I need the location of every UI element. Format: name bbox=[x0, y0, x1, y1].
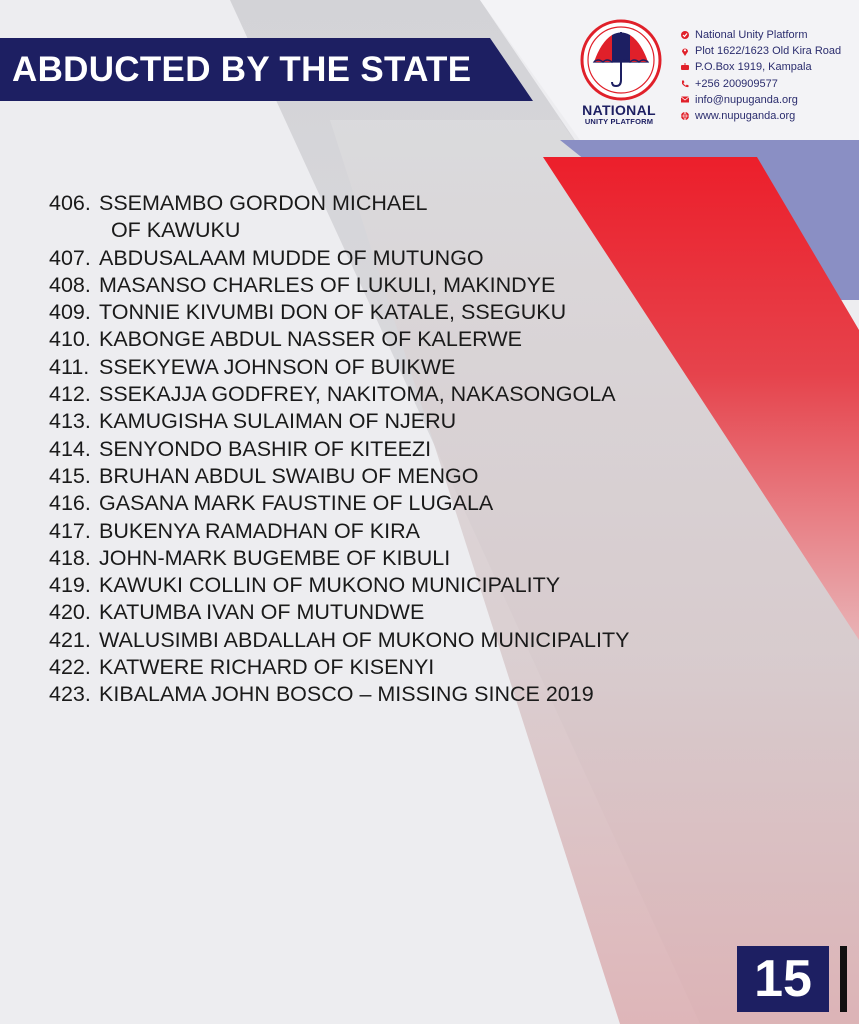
list-item bbox=[49, 681, 629, 708]
list-item-number: 417. bbox=[49, 518, 91, 543]
list-item bbox=[49, 299, 629, 326]
globe-icon bbox=[681, 112, 689, 120]
list-item-number bbox=[49, 217, 99, 244]
contact-phone-text: +256 200909577 bbox=[695, 77, 778, 90]
list-item-name: KAWUKI COLLIN OF MUKONO MUNICIPALITY bbox=[99, 573, 561, 598]
list-item bbox=[49, 627, 629, 654]
contact-organization-text: National Unity Platform bbox=[695, 29, 808, 41]
list-item-name: BUKENYA RAMADHAN OF KIRA bbox=[99, 518, 420, 543]
logo-wordmark bbox=[572, 103, 666, 126]
list-item-name: ABDUSALAAM MUDDE OF MUTUNGO bbox=[99, 245, 484, 270]
contact-address-text: Plot 1622/1623 Old Kira Road bbox=[695, 45, 842, 58]
list-item-number: 408. bbox=[49, 272, 91, 297]
list-item bbox=[49, 245, 629, 272]
list-item-name: SENYONDO BASHIR OF KITEEZI bbox=[99, 436, 432, 461]
phone-icon bbox=[681, 80, 689, 88]
list-item-number: 423. bbox=[49, 682, 91, 707]
list-item-name: MASANSO CHARLES OF LUKULI, MAKINDYE bbox=[99, 272, 556, 297]
list-item-name: KAMUGISHA SULAIMAN OF NJERU bbox=[99, 409, 457, 434]
list-item-number: 419. bbox=[49, 573, 91, 598]
list-item bbox=[49, 599, 629, 626]
list-item bbox=[49, 436, 629, 463]
check-badge-icon bbox=[681, 31, 689, 39]
list-item-name: KATWERE RICHARD OF KISENYI bbox=[99, 655, 435, 680]
contact-email-text: info@nupuganda.org bbox=[695, 93, 798, 106]
list-item-number: 421. bbox=[49, 627, 91, 652]
list-item-name: SSEMAMBO GORDON MICHAEL bbox=[99, 191, 428, 215]
list-item-number: 409. bbox=[49, 300, 91, 325]
list-item-number: 420. bbox=[49, 600, 91, 625]
list-item-number: 416. bbox=[49, 491, 91, 516]
list-item-name: SSEKYEWA JOHNSON OF BUIKWE bbox=[99, 354, 456, 379]
list-item bbox=[49, 354, 629, 381]
contact-organization bbox=[681, 27, 841, 43]
mailbox-icon bbox=[681, 63, 689, 71]
list-item-number: 418. bbox=[49, 545, 91, 570]
list-item-name: KIBALAMA JOHN BOSCO – MISSING SINCE 2019 bbox=[99, 682, 594, 707]
list-item bbox=[49, 217, 629, 244]
contact-address bbox=[681, 43, 841, 59]
page-number-bar bbox=[840, 946, 847, 1012]
list-item bbox=[49, 326, 629, 353]
list-item-name: GASANA MARK FAUSTINE OF LUGALA bbox=[99, 491, 494, 516]
list-item-name: TONNIE KIVUMBI DON OF KATALE, SSEGUKU bbox=[99, 300, 567, 325]
location-pin-icon bbox=[681, 47, 689, 55]
list-item bbox=[49, 654, 629, 681]
envelope-icon bbox=[681, 96, 689, 104]
list-item-number: 411. bbox=[49, 354, 90, 379]
page-number: 15 bbox=[737, 946, 829, 1012]
list-item-name: BRUHAN ABDUL SWAIBU OF MENGO bbox=[99, 463, 479, 488]
list-item-number: 422. bbox=[49, 655, 91, 680]
list-item bbox=[49, 572, 629, 599]
logo-line-national: NATIONAL bbox=[582, 102, 656, 118]
list-item-name: WALUSIMBI ABDALLAH OF MUKONO MUNICIPALITY bbox=[99, 627, 630, 652]
list-item bbox=[49, 381, 629, 408]
list-item bbox=[49, 408, 629, 435]
contact-po-box-text: P.O.Box 1919, Kampala bbox=[695, 61, 812, 74]
abductee-list bbox=[49, 190, 629, 709]
list-item-number: 410. bbox=[49, 327, 91, 352]
list-item-name: JOHN-MARK BUGEMBE OF KIBULI bbox=[99, 545, 451, 570]
list-item-number: 407. bbox=[49, 245, 91, 270]
list-item bbox=[49, 518, 629, 545]
list-item-number: 415. bbox=[49, 463, 91, 488]
list-item-number: 406. bbox=[49, 191, 91, 215]
list-item bbox=[49, 490, 629, 517]
contact-list bbox=[681, 27, 841, 124]
list-item-name: KATUMBA IVAN OF MUTUNDWE bbox=[99, 600, 425, 625]
list-item bbox=[49, 190, 629, 217]
list-item-number: 413. bbox=[49, 409, 91, 434]
list-item-name: OF KAWUKU bbox=[99, 218, 241, 243]
list-item-name: SSEKAJJA GODFREY, NAKITOMA, NAKASONGOLA bbox=[99, 382, 616, 407]
list-item bbox=[49, 272, 629, 299]
contact-website-text: www.nupuganda.org bbox=[695, 109, 796, 122]
contact-website bbox=[681, 108, 841, 124]
logo-line-unity-platform: UNITY PLATFORM bbox=[584, 117, 654, 126]
contact-email bbox=[681, 92, 841, 108]
list-item-name: KABONGE ABDUL NASSER OF KALERWE bbox=[99, 327, 522, 352]
contact-phone bbox=[681, 76, 841, 92]
list-item bbox=[49, 463, 629, 490]
page-title: ABDUCTED BY THE STATE bbox=[12, 50, 472, 89]
contact-po-box bbox=[681, 59, 841, 75]
list-item-number: 412. bbox=[49, 382, 91, 407]
list-item-number: 414. bbox=[49, 436, 91, 461]
list-item bbox=[49, 545, 629, 572]
